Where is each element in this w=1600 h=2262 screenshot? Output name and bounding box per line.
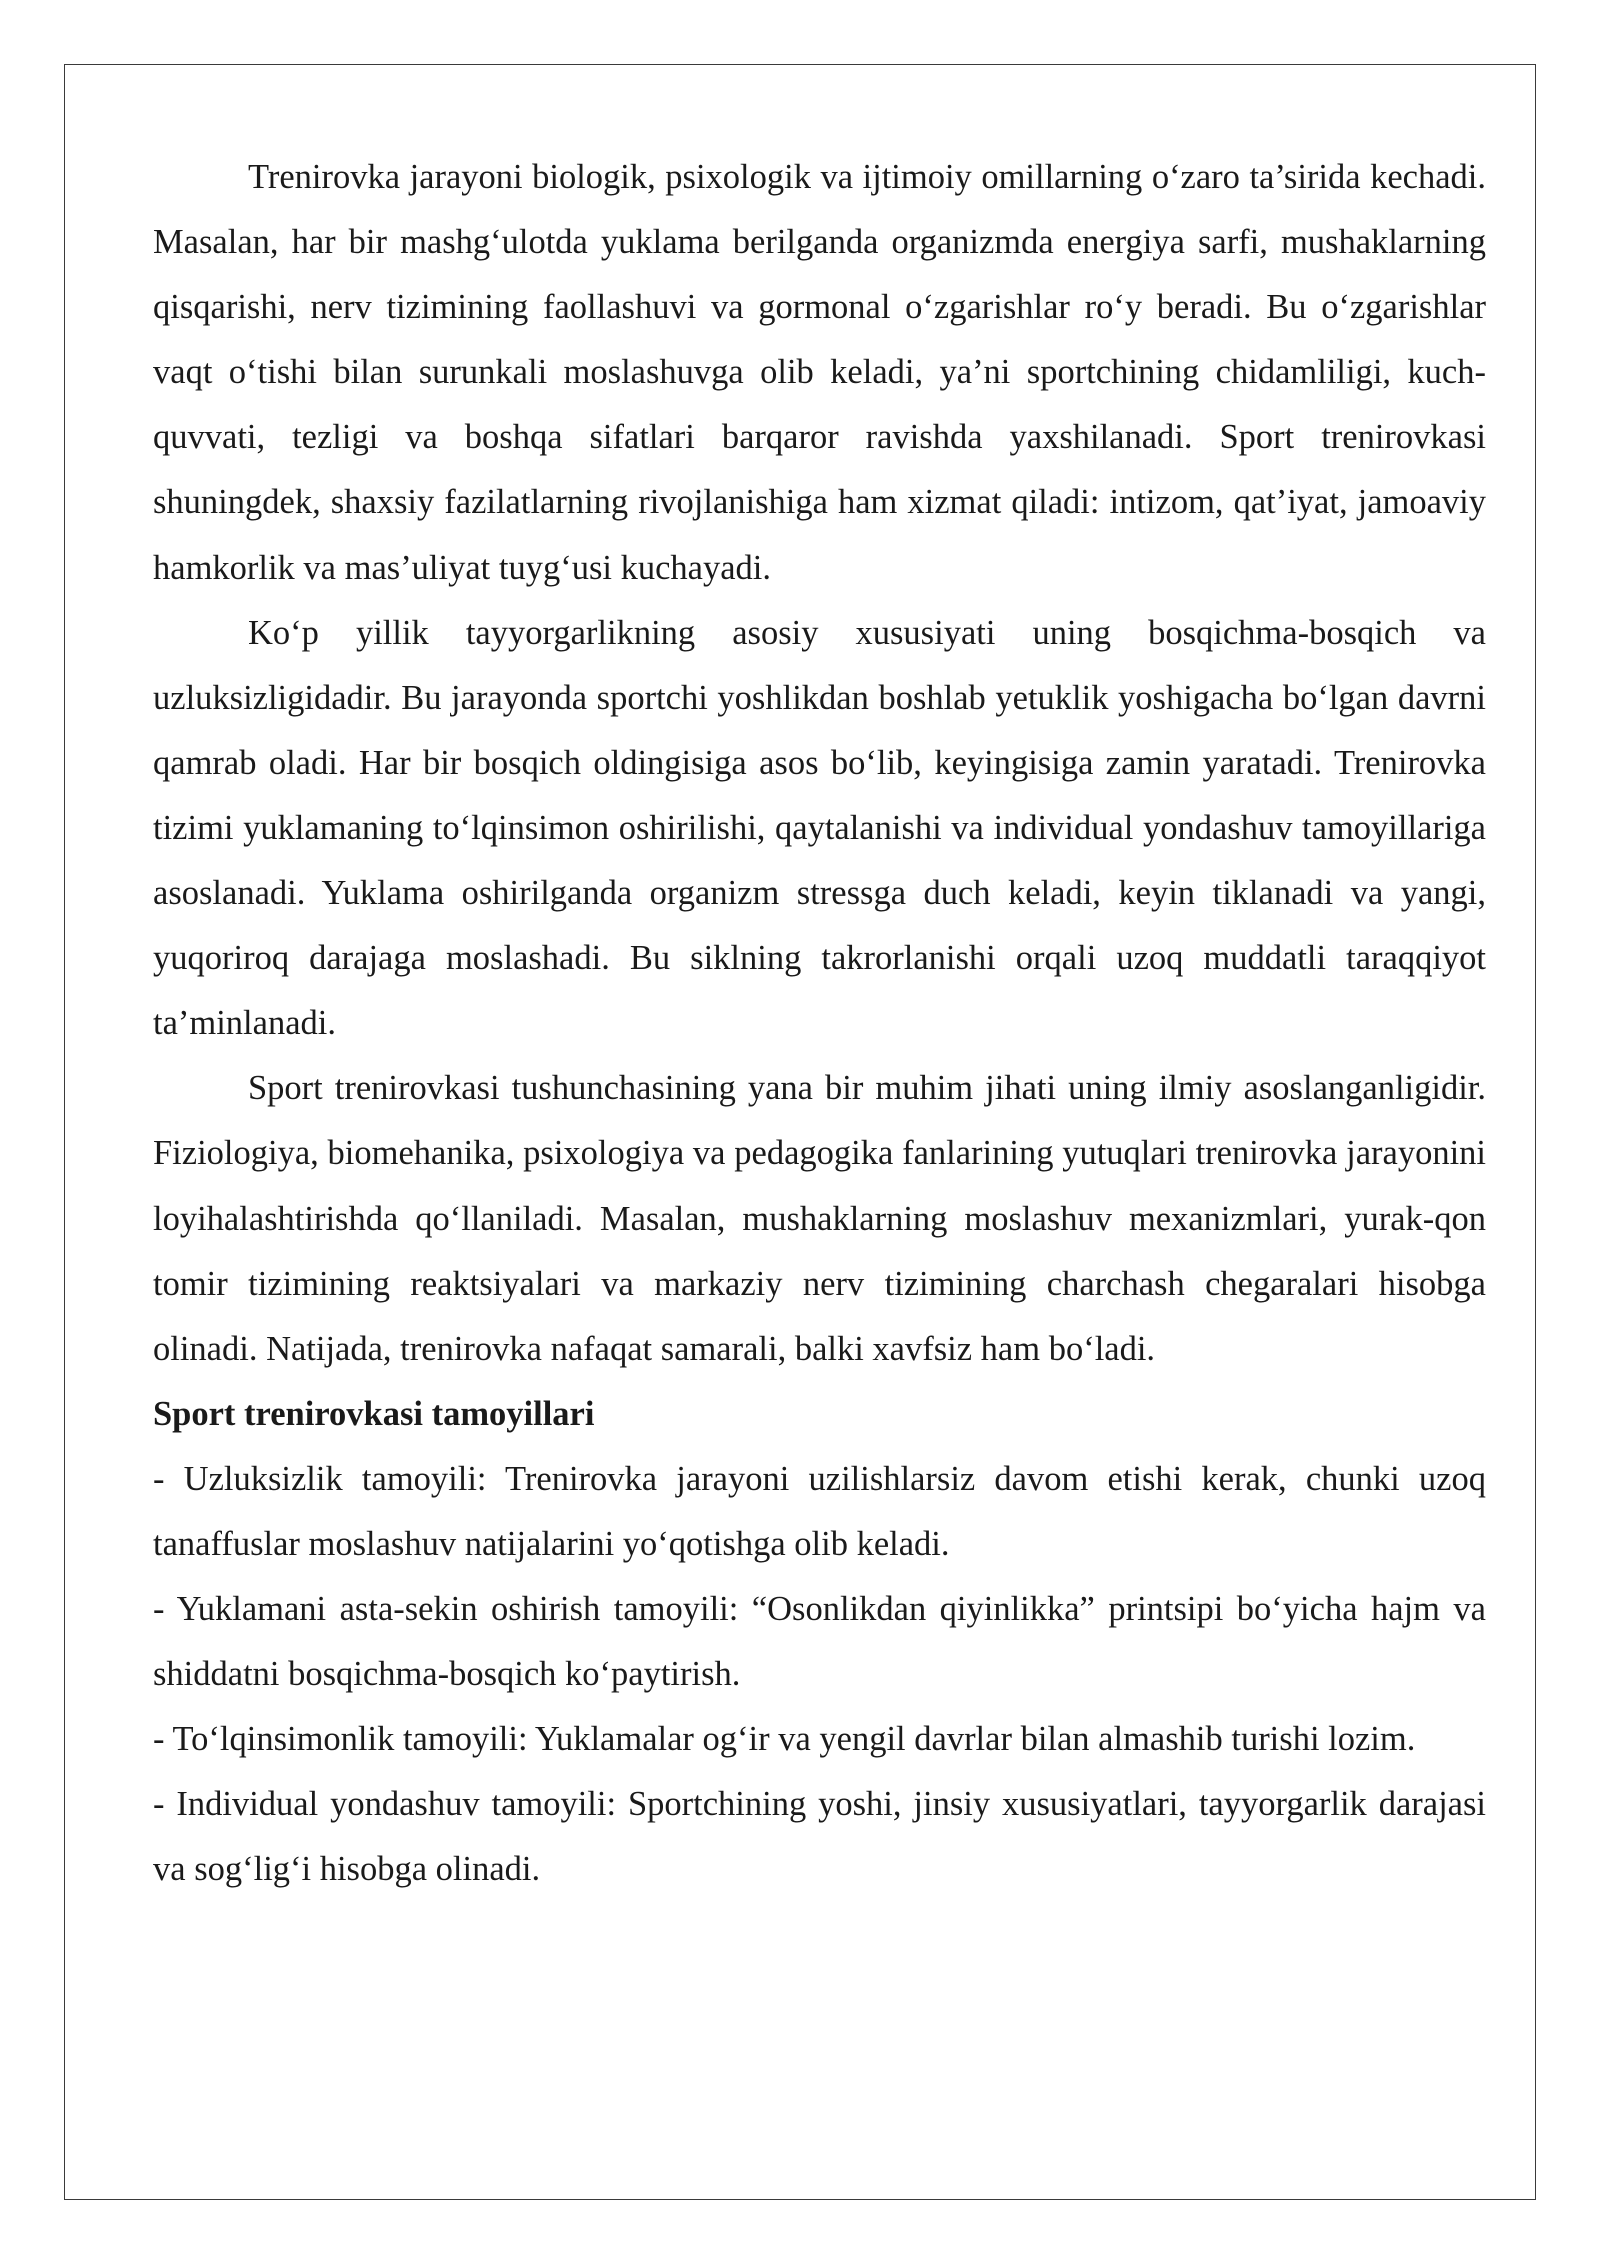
paragraph-long-term-preparation: Ko‘p yillik tayyorgarlikning asosiy xususiyati uning bosqichma-bosqich va uzluksizligidadir. Bu jarayonda sportchi yoshlikdan boshlab yetuklik yoshigacha bo‘lgan davrni qamrab oladi. Har bir bosqich oldingisiga asos bo‘lib, keyingisiga zamin yaratadi. Trenirovka tizimi yuklamaning to‘lqinsimon oshirilishi, qaytalanishi va individual yondashuv tamoyillariga asoslanadi. Yuklama oshirilganda organizm stressga duch keladi, keyin tiklanadi va yangi, yuqoriroq darajaga moslashadi. Bu siklning takrorlanishi orqali uzoq muddatli taraqqiyot ta’minlanadi. (153, 613, 1486, 1043)
principle-item-individual: - Individual yondashuv tamoyili: Sportchining yoshi, jinsiy xususiyatlari, tayyorgarlik darajasi va sog‘lig‘i hisobga olinadi. (153, 1785, 1486, 1889)
principle-item-wave-like: - To‘lqinsimonlik tamoyili: Yuklamalar og‘ir va yengil davrlar bilan almashib turishi lozim. (153, 1720, 1416, 1759)
document-body (153, 145, 1486, 1903)
section-heading: Sport trenirovkasi tamoyillari (153, 1394, 595, 1433)
principle-item-continuity: - Uzluksizlik tamoyili: Trenirovka jarayoni uzilishlarsiz davom etishi kerak, chunki uzoq tanaffuslar moslashuv natijalarini yo‘qotishga olib keladi. (153, 1459, 1486, 1563)
paragraph-training-factors: Trenirovka jarayoni biologik, psixologik va ijtimoiy omillarning o‘zaro ta’sirida kechadi. Masalan, har bir mashg‘ulotda yuklama berilganda organizmda energiya sarfi, mushaklarning qisqarishi, nerv tizimining faollashuvi va gormonal o‘zgarishlar ro‘y beradi. Bu o‘zgarishlar vaqt o‘tishi bilan surunkali moslashuvga olib keladi, ya’ni sportchining chidamliligi, kuch-quvvati, tezligi va boshqa sifatlari barqaror ravishda yaxshilanadi. Sport trenirovkasi shuningdek, shaxsiy fazilatlarning rivojlanishiga ham xizmat qiladi: intizom, qat’iyat, jamoaviy hamkorlik va mas’uliyat tuyg‘usi kuchayadi. (153, 158, 1486, 587)
principle-item-gradual-load: - Yuklamani asta-sekin oshirish tamoyili: “Osonlikdan qiyinlikka” printsipi bo‘yicha hajm va shiddatni bosqichma-bosqich ko‘paytirish. (153, 1590, 1486, 1694)
paragraph-scientific-basis: Sport trenirovkasi tushunchasining yana bir muhim jihati uning ilmiy asoslanganligidir. Fiziologiya, biomehanika, psixologiya va pedagogika fanlarining yutuqlari trenirovka jarayonini loyihalashtirishda qo‘llaniladi. Masalan, mushaklarning moslashuv mexanizmlari, yurak-qon tomir tizimining reaktsiyalari va markaziy nerv tizimining charchash chegaralari hisobga olinadi. Natijada, trenirovka nafaqat samarali, balki xavfsiz ham bo‘ladi. (153, 1069, 1486, 1368)
